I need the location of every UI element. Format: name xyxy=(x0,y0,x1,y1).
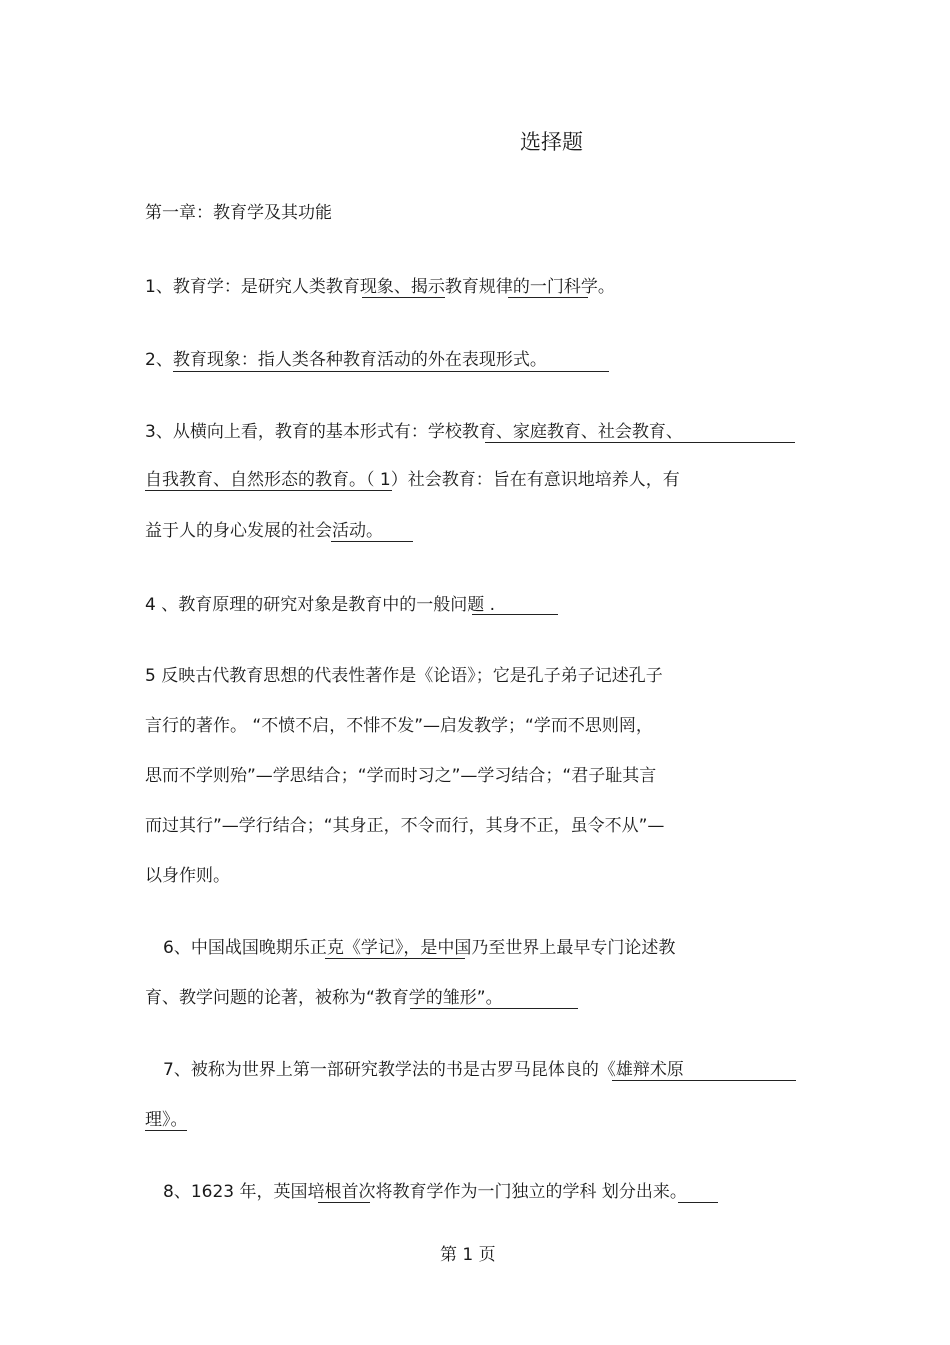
underline xyxy=(325,958,465,959)
page-number: 第 1 页 xyxy=(440,1245,496,1265)
page-title: 选择题 xyxy=(520,130,583,154)
question-2: 2、教育现象：指人类各种教育活动的外在表现形式。 xyxy=(145,350,547,370)
question-5-line-3: 思而不学则殆”—学思结合；“学而时习之”—学习结合；“君子耻其言 xyxy=(145,766,657,786)
question-5-line-5: 以身作则。 xyxy=(145,866,230,886)
question-5-line-4: 而过其行”—学行结合；“其身正，不令而行，其身不正，虽令不从”— xyxy=(145,816,665,836)
question-5-line-1: 5 反映古代教育思想的代表性著作是《论语》；它是孔子弟子记述孔子 xyxy=(145,666,663,686)
underline xyxy=(678,1202,718,1203)
chapter-heading: 第一章：教育学及其功能 xyxy=(145,203,332,223)
question-6-line-2: 育、教学问题的论著，被称为“教育学的雏形”。 xyxy=(145,988,503,1008)
underline xyxy=(173,371,609,372)
underline xyxy=(508,297,588,298)
question-8: 8、1623 年，英国培根首次将教育学作为一门独立的学科 划分出来。 xyxy=(163,1182,687,1202)
underline xyxy=(362,297,445,298)
question-7-line-2: 理》。 xyxy=(145,1110,188,1130)
question-3-line-2: 自我教育、自然形态的教育。（ 1）社会教育：旨在有意识地培养人，有 xyxy=(145,470,680,490)
underline xyxy=(410,1008,578,1009)
question-3-line-3: 益于人的身心发展的社会活动。 xyxy=(145,521,383,541)
question-4: 4 、教育原理的研究对象是教育中的一般问题 . xyxy=(145,595,496,615)
question-1: 1、教育学：是研究人类教育现象、揭示教育规律的一门科学。 xyxy=(145,277,615,297)
underline xyxy=(318,1202,370,1203)
underline xyxy=(145,490,392,491)
underline xyxy=(472,614,558,615)
question-7-line-1: 7、被称为世界上第一部研究教学法的书是古罗马昆体良的《雄辩术原 xyxy=(163,1060,684,1080)
underline xyxy=(331,541,413,542)
underline xyxy=(612,1080,796,1081)
question-6-line-1: 6、中国战国晚期乐正克《学记》，是中国乃至世界上最早专门论述教 xyxy=(163,938,676,958)
underline xyxy=(485,442,795,443)
question-3-line-1: 3、从横向上看，教育的基本形式有：学校教育、家庭教育、社会教育、 xyxy=(145,422,683,442)
question-5-line-2: 言行的著作。 “不愤不启，不悱不发”—启发教学；“学而不思则罔， xyxy=(145,716,653,736)
underline xyxy=(145,1130,187,1131)
